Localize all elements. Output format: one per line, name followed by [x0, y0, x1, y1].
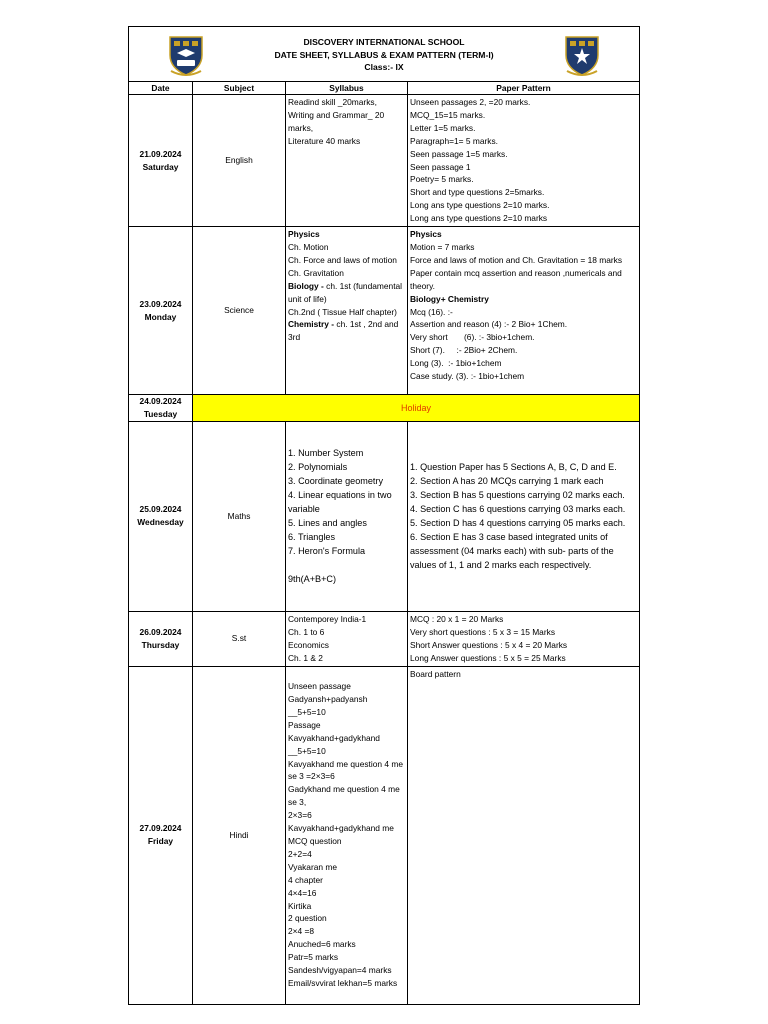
cell-text-line: MCQ_15=15 marks. [410, 109, 486, 120]
cell-text-line: Patr=5 marks [288, 952, 339, 963]
subject-cell: Maths [193, 421, 286, 611]
cell-text-line: Writing and Grammar_ 20 marks, [288, 109, 387, 133]
cell-text-line [288, 558, 405, 572]
cell-text-line: 2 question [288, 913, 327, 924]
syllabus-cell [286, 95, 408, 227]
cell-text-line: 5. Lines and angles [288, 518, 367, 529]
cell-text-line: 2. Polynomials [288, 462, 348, 473]
cell-text-line: Ch. Motion [288, 241, 329, 252]
cell-text-line: Poetry= 5 marks. [410, 174, 474, 185]
cell-text-line: Very short (6). :- 3bio+1chem. [410, 332, 535, 343]
cell-text-line: Readind skill _20marks, [288, 97, 377, 107]
cell-text-line: Ch. Gravitation [288, 267, 344, 278]
school-name: DISCOVERY INTERNATIONAL SCHOOL [303, 37, 465, 48]
subject-cell: S.st [193, 611, 286, 666]
cell-text-line: Paper contain mcq assertion and reason ,numericals and theory. [410, 267, 625, 291]
date-cell: 21.09.2024 Saturday [129, 95, 193, 227]
school-crest-left-icon [167, 33, 205, 77]
cell-text-line: 6. Section E has 3 case based integrated units of assessment (04 marks each) with sub- parts of the values of 1, 1 and 2 marks each respectively. [410, 532, 617, 571]
syllabus-cell [286, 227, 408, 395]
cell-text-line: Kavyakhand+gadykhand me MCQ question [288, 823, 397, 846]
table-row-maths [129, 421, 640, 611]
cell-text-line: 9th(A+B+C) [288, 574, 337, 585]
class-label: Class:- IX [364, 62, 404, 73]
cell-text-line: Force and laws of motion and Ch. Gravitation = 18 marks [410, 254, 623, 265]
table-row-sst [129, 611, 640, 666]
cell-text-line: MCQ : 20 x 1 = 20 Marks [410, 613, 504, 624]
cell-text-line: Short and type questions 2=5marks. [410, 187, 545, 198]
subject-cell: Hindi [193, 666, 286, 1004]
cell-text-line: 1. Question Paper has 5 Sections A, B, C, D and E. [410, 462, 617, 473]
cell-text-line: Seen passage 1=5 marks. [410, 148, 508, 159]
cell-text-line: Long (3). :- 1bio+1chem [410, 358, 502, 369]
date-cell: 24.09.2024 Tuesday [129, 395, 193, 422]
col-syllabus: Syllabus [286, 82, 408, 95]
date-cell: 27.09.2024 Friday [129, 666, 193, 1004]
cell-text-line: Kavyakhand me question 4 me se 3 =2×3=6 [288, 758, 406, 782]
col-date: Date [129, 82, 193, 95]
cell-text-line: ch. 1st , 2nd and 3rd [288, 319, 401, 343]
cell-text-line: Kavyakhand+gadykhand [288, 732, 380, 743]
cell-text-line: Ch. 1 to 6 [288, 626, 325, 637]
cell-text-line: Long ans type questions 2=10 marks [410, 213, 548, 224]
cell-text-line [288, 318, 405, 344]
cell-text-line: Unseen passages 2, =20 marks. [410, 97, 531, 107]
date-cell: 26.09.2024 Thursday [129, 611, 193, 666]
cell-text-line: 6. Triangles [288, 532, 336, 543]
cell-text-line: Seen passage 1 [410, 161, 471, 172]
cell-text-line: 2+2=4 [288, 848, 312, 859]
holiday-banner: Holiday [193, 395, 640, 422]
table-row-science [129, 227, 640, 395]
cell-text-line: Long ans type questions 2=10 marks. [410, 200, 550, 211]
cell-text-line: ch. 1st (fundamental unit of life) [288, 280, 405, 304]
cell-text-line: Ch.2nd ( Tissue Half chapter) [288, 306, 397, 317]
date-sheet [128, 26, 639, 1005]
cell-text-line: 1. Number System [288, 448, 364, 459]
col-paper-pattern: Paper Pattern [408, 82, 640, 95]
cell-text-line: Email/svvirat lekhan=5 marks [288, 977, 398, 988]
pattern-cell [408, 227, 640, 395]
cell-text-line: Gadyansh+padyansh [288, 694, 368, 705]
cell-text-line: 4. Section C has 6 questions carrying 03 marks each. [410, 504, 626, 515]
cell-text-line: Short Answer questions : 5 x 4 = 20 Marks [410, 639, 568, 650]
cell-text-line: Paragraph=1= 5 marks. [410, 135, 498, 146]
cell-text-line: Long Answer questions : 5 x 5 = 25 Marks [410, 652, 566, 663]
cell-text-line: Ch. Force and laws of motion [288, 254, 397, 265]
cell-text-line: Kirtika [288, 900, 312, 911]
cell-text-line: Biology - [288, 280, 324, 291]
pattern-cell [408, 421, 640, 611]
subject-cell: English [193, 95, 286, 227]
cell-text-line: Assertion and reason (4) :- 2 Bio+ 1Chem. [410, 319, 568, 330]
cell-text-line: 2. Section A has 20 MCQs carrying 1 mark each [410, 476, 604, 487]
cell-text-line: __5+5=10 [288, 706, 326, 717]
cell-text-line: Board pattern [410, 668, 461, 679]
cell-text-line: Biology+ Chemistry [410, 293, 489, 304]
sheet-title: DATE SHEET, SYLLABUS & EXAM PATTERN (TERM-I) [274, 49, 494, 60]
cell-text-line: 2×3=6 [288, 810, 312, 821]
cell-text-line [288, 280, 405, 306]
school-crest-right-icon [563, 33, 601, 77]
cell-text-line: Literature 40 marks [288, 135, 361, 146]
exam-table [128, 26, 640, 1005]
col-subject: Subject [193, 82, 286, 95]
cell-text-line: Physics [410, 229, 442, 240]
table-row-english [129, 95, 640, 227]
cell-text-line: Unseen passage [288, 681, 351, 692]
cell-text-line: Economics [288, 639, 329, 650]
cell-text-line: 7. Heron's Formula [288, 546, 366, 557]
syllabus-cell [286, 666, 408, 1004]
cell-text-line: Anuched=6 marks [288, 939, 356, 950]
cell-text-line: Vyakaran me [288, 861, 338, 872]
cell-text-line: 3. Coordinate geometry [288, 476, 384, 487]
cell-text-line: Sandesh/vigyapan=4 marks [288, 965, 392, 976]
cell-text-line: Gadykhand me question 4 me se 3, [288, 784, 403, 808]
cell-text-line: 4 chapter [288, 874, 323, 885]
table-row-hindi [129, 666, 640, 1004]
cell-text-line: Physics [288, 229, 320, 240]
cell-text-line: Motion = 7 marks [410, 241, 475, 252]
cell-text-line: 5. Section D has 4 questions carrying 05 marks each. [410, 518, 626, 529]
table-row-holiday [129, 395, 640, 422]
cell-text-line: Short (7). :- 2Bio+ 2Chem. [410, 345, 518, 356]
syllabus-cell [286, 611, 408, 666]
cell-text-line: Ch. 1 & 2 [288, 652, 323, 663]
pattern-cell [408, 611, 640, 666]
date-cell: 25.09.2024 Wednesday [129, 421, 193, 611]
cell-text-line: __5+5=10 [288, 745, 326, 756]
date-cell: 23.09.2024 Monday [129, 227, 193, 395]
cell-text-line: Mcq (16). :- [410, 306, 453, 317]
cell-text-line: 3. Section B has 5 questions carrying 02 marks each. [410, 490, 625, 501]
cell-text-line: 2×4 =8 [288, 926, 315, 937]
sheet-header [129, 27, 640, 82]
cell-text-line: Case study. (3). :- 1bio+1chem [410, 371, 525, 382]
pattern-cell [408, 95, 640, 227]
pattern-cell [408, 666, 640, 1004]
syllabus-cell [286, 421, 408, 611]
column-header-row [129, 82, 640, 95]
cell-text-line: Chemistry - [288, 319, 335, 330]
cell-text-line: Passage [288, 719, 321, 730]
cell-text-line: Very short questions : 5 x 3 = 15 Marks [410, 626, 556, 637]
cell-text-line: Contemporey India-1 [288, 613, 367, 624]
subject-cell: Science [193, 227, 286, 395]
cell-text-line: 4. Linear equations in two variable [288, 490, 395, 515]
cell-text-line: Letter 1=5 marks. [410, 122, 476, 133]
cell-text-line: 4×4=16 [288, 887, 317, 898]
